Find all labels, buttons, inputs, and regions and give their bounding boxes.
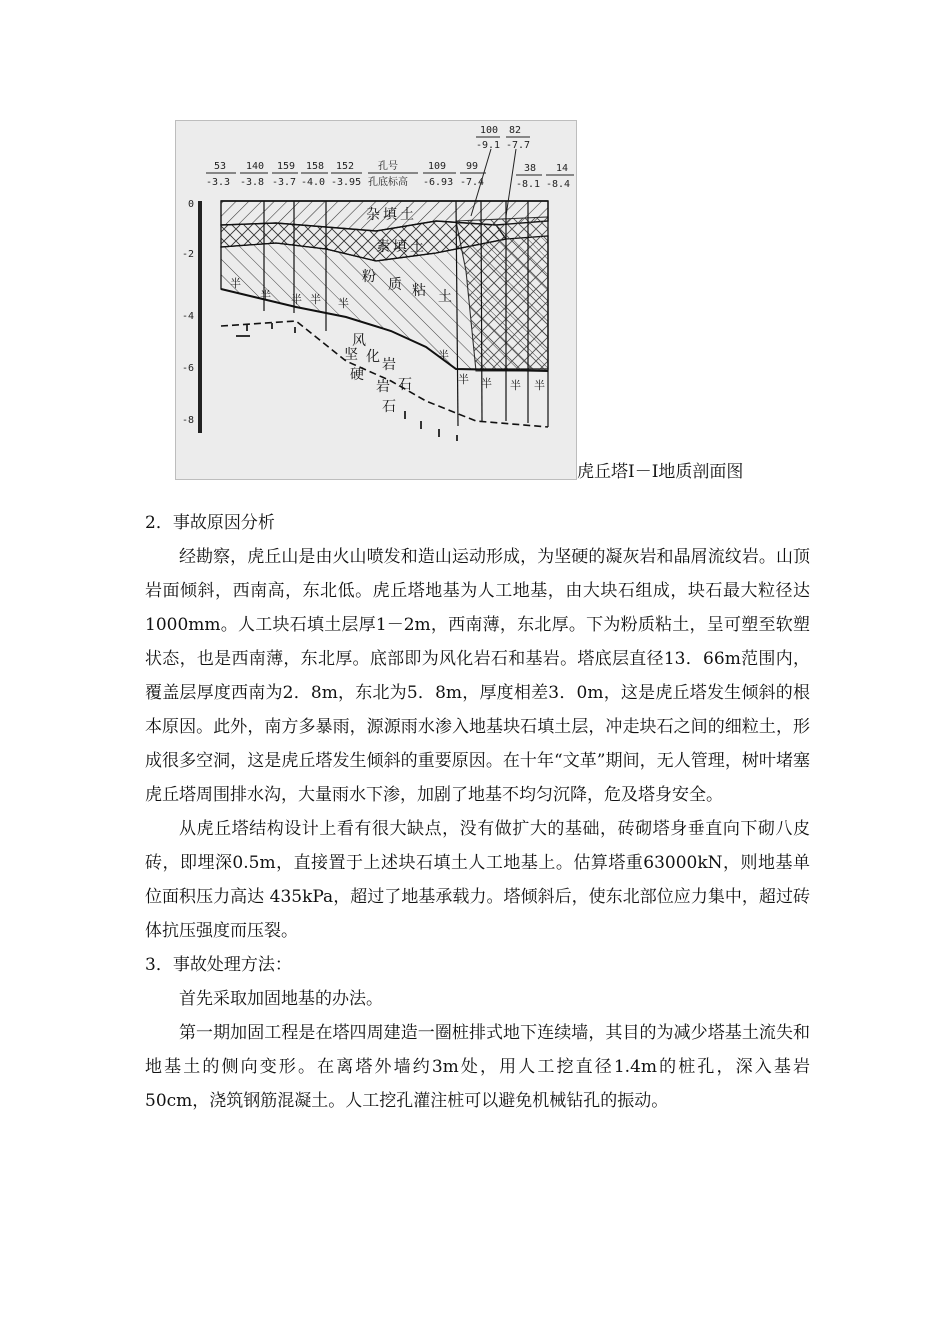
paragraph: 经勘察，虎丘山是由火山喷发和造山运动形成，为坚硬的凝灰岩和晶屑流纹岩。山顶岩面倾斜，西南高，东北低。虎丘塔地基为人工地基，由大块石组成，块石最大粒径达1000mm。人工块石填土层厚1－2m，西南薄，东北厚。下为粉质粘土，呈可塑至软塑状态，也是西南薄，东北厚。底部即为风化岩石和基岩。塔底层直径13．66m范围内，覆盖层厚度西南为2．8m，东北为5．8m，厚度相差3．0m，这是虎丘塔发生倾斜的根本原因。此外，南方多暴雨，源源雨水渗入地基块石填土层，冲走块石之间的细粒土，形成很多空洞，这是虎丘塔发生倾斜的重要原因。在十年“文革”期间，无人管理，树叶堵塞虎丘塔周围排水沟，大量雨水下渗，加剧了地基不均匀沉降，危及塔身安全。 — [145, 547, 810, 805]
axis-tick-label: -2 — [182, 249, 195, 260]
label-miscellaneous-fill: 杂填土 — [366, 207, 417, 223]
label-silty-clay-3: 粘 — [412, 283, 426, 299]
borehole-elev-legend: 孔底标高 — [368, 177, 408, 188]
borehole-elev: -8.4 — [546, 179, 571, 190]
depth-axis — [182, 199, 202, 433]
borehole-num: 109 — [428, 161, 447, 172]
geologic-section-svg — [176, 121, 576, 479]
extra-borehole-labels — [476, 125, 530, 151]
figure — [175, 120, 775, 480]
geologic-section-figure — [175, 120, 577, 480]
extra-label-elev: -9.1 — [476, 140, 501, 151]
figure-caption: 虎丘塔Ⅰ－Ⅰ地质剖面图 — [577, 462, 744, 482]
paragraph: 从虎丘塔结构设计上看有很大缺点，没有做扩大的基础，砖砌塔身垂直向下砌八皮砖，即埋深0.5m，直接置于上述块石填土人工地基上。估算塔重63000kN，则地基单位面积压力高达 435kPa，超过了地基承载力。塔倾斜后，使东北部位应力集中，超过砖体抗压强度而压裂。 — [145, 819, 810, 941]
mark-label: 半 — [230, 277, 241, 290]
borehole-num: 38 — [524, 163, 537, 174]
mark-label: 半 — [481, 377, 492, 390]
label-silty-clay-4: 土 — [438, 289, 452, 305]
axis-tick-label: -8 — [182, 415, 195, 426]
borehole-num: 152 — [336, 161, 355, 172]
axis-tick-label: -6 — [182, 363, 195, 374]
label-weathered-rock-1: 风 — [352, 333, 366, 349]
label-silty-clay-2: 质 — [388, 277, 402, 293]
borehole-elev: -3.3 — [206, 177, 231, 188]
section-treatment-method — [145, 948, 810, 1118]
label-weathered-rock-2: 化 — [366, 349, 380, 365]
mark-label: 半 — [438, 349, 449, 362]
mark-label: 半 — [510, 379, 521, 392]
borehole-elev: -3.95 — [331, 177, 362, 188]
borehole-num: 14 — [556, 163, 569, 174]
paragraph: 第一期加固工程是在塔四周建造一圈桩排式地下连续墙，其目的为减少塔基土流失和地基土的侧向变形。在离塔外墙约3m处，用人工挖直径1.4m的桩孔，深入基岩 50cm，浇筑钢筋混凝土。人工挖孔灌注桩可以避免机械钻孔的振动。 — [145, 1023, 810, 1111]
label-plain-fill: 素填土 — [376, 239, 427, 255]
paragraph: 首先采取加固地基的办法。 — [179, 989, 383, 1009]
borehole-num: 99 — [466, 161, 479, 172]
document-body — [145, 506, 810, 1118]
borehole-elev: -6.93 — [423, 177, 454, 188]
label-weathered-rock-3: 岩 — [382, 357, 396, 373]
borehole-num-legend: 孔号 — [378, 161, 398, 172]
borehole-elev: -7.4 — [460, 177, 485, 188]
borehole-num: 159 — [277, 161, 296, 172]
section-heading: 3．事故处理方法： — [145, 955, 292, 975]
label-hard-rock-3: 岩 — [376, 379, 390, 395]
borehole-elev: -8.1 — [516, 179, 541, 190]
label-weathered-rock-4: 石 — [398, 377, 412, 393]
label-hard-rock-1: 坚 — [344, 347, 358, 363]
mark-label: 半 — [534, 379, 545, 392]
mark-label: 半 — [338, 297, 349, 310]
section-heading: 2．事故原因分析 — [145, 513, 275, 533]
borehole-num: 140 — [246, 161, 265, 172]
axis-tick-label: 0 — [188, 199, 195, 210]
label-silty-clay-1: 粉 — [362, 269, 376, 285]
extra-label-num: 100 — [480, 125, 499, 136]
borehole-num: 53 — [214, 161, 227, 172]
borehole-header-labels — [206, 159, 574, 190]
mark-label: 半 — [291, 293, 302, 306]
label-hard-rock-4: 石 — [382, 399, 396, 415]
label-hard-rock-2: 硬 — [350, 367, 364, 383]
section-cause-analysis — [145, 506, 810, 948]
extra-label-elev: -7.7 — [506, 140, 531, 151]
mark-label: 半 — [260, 289, 271, 302]
borehole-elev: -3.8 — [240, 177, 265, 188]
axis-tick-label: -4 — [182, 311, 195, 322]
mark-label: 半 — [310, 293, 321, 306]
borehole-elev: -3.7 — [272, 177, 297, 188]
extra-label-num: 82 — [509, 125, 522, 136]
mark-label: 半 — [458, 373, 469, 386]
borehole-elev: -4.0 — [301, 177, 326, 188]
borehole-num: 158 — [306, 161, 325, 172]
